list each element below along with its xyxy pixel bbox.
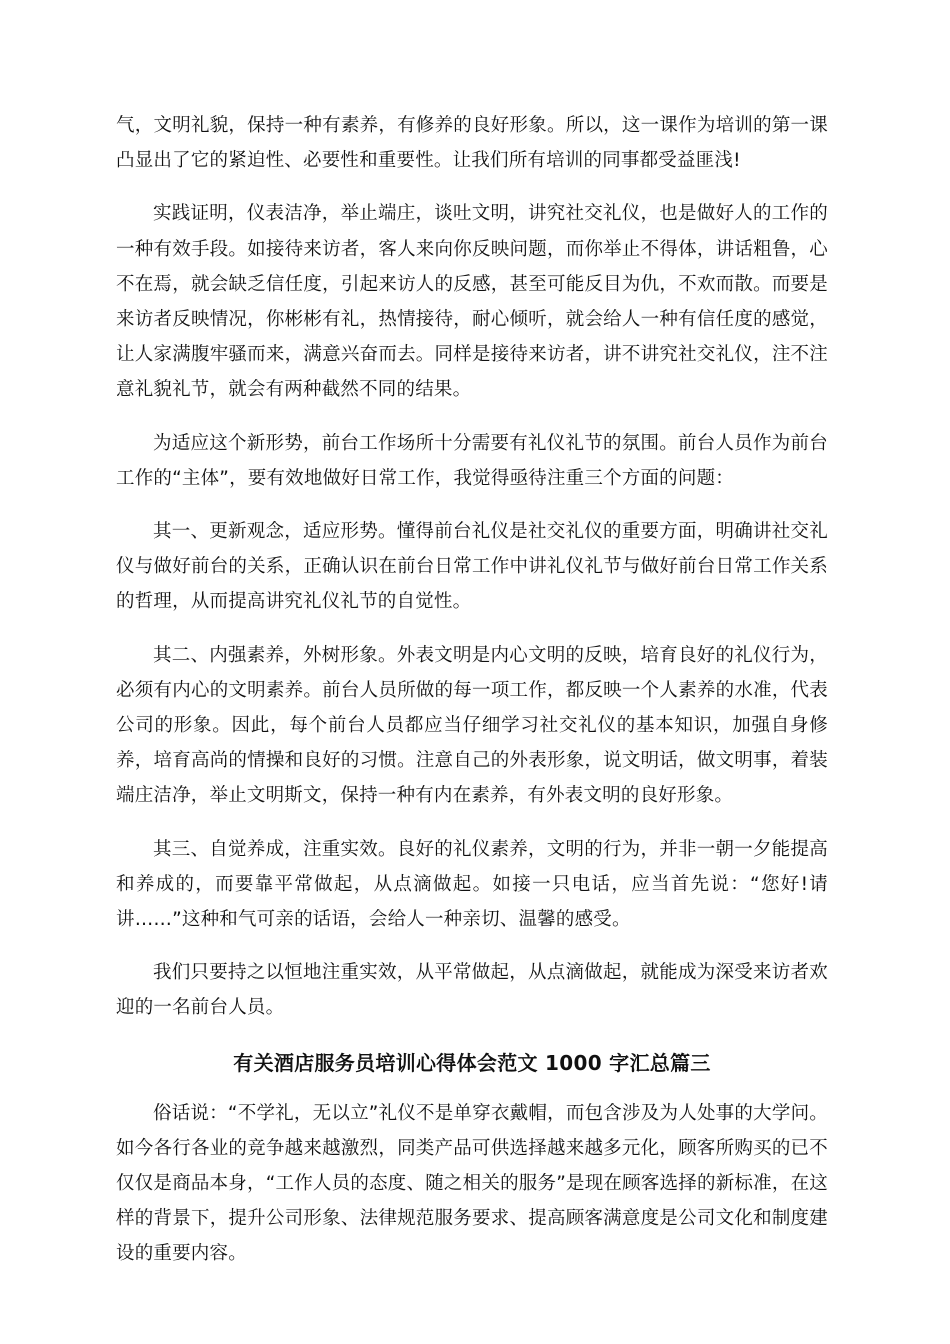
paragraph-proverb: 俗话说：“不学礼，无以立”礼仪不是单穿衣戴帽，而包含涉及为人处事的大学问。如今各行各业的竞争越来越激烈，同类产品可供选择越来越多元化，顾客所购买的已不仅仅是商品本身，“工作人员的态度、随之相关的服务”是现在顾客选择的新标准，在这样的背景下，提升公司形象、法律规范服务要求、提高顾客满意度是公司文化和制度建设的重要内容。: [116, 1102, 828, 1265]
paragraph-conclusion: 我们只要持之以恒地注重实效，从平常做起，从点滴做起，就能成为深受来访者欢迎的一名前台人员。: [116, 962, 828, 1019]
paragraph-continuation: 气，文明礼貌，保持一种有素养，有修养的良好形象。所以，这一课作为培训的第一课凸显出了它的紧迫性、必要性和重要性。让我们所有培训的同事都受益匪浅!: [116, 115, 828, 172]
document-page: [116, 108, 828, 1290]
paragraph-point-one: 其一、更新观念，适应形势。懂得前台礼仪是社交礼仪的重要方面，明确讲社交礼仪与做好前台的关系，正确认识在前台日常工作中讲礼仪礼节与做好前台日常工作关系的哲理，从而提高讲究礼仪礼节的自觉性。: [116, 521, 828, 613]
paragraph-point-two: 其二、内强素养，外树形象。外表文明是内心文明的反映，培育良好的礼仪行为，必须有内心的文明素养。前台人员所做的每一项工作，都反映一个人素养的水准，代表公司的形象。因此，每个前台人员都应当仔细学习社交礼仪的基本知识，加强自身修养，培育高尚的情操和良好的习惯。注意自己的外表形象，说文明话，做文明事，着装端庄洁净，举止文明斯文，保持一种有内在素养，有外表文明的良好形象。: [116, 644, 828, 807]
paragraph-etiquette-practice: 实践证明，仪表洁净，举止端庄，谈吐文明，讲究社交礼仪，也是做好人的工作的一种有效手段。如接待来访者，客人来向你反映问题，而你举止不得体，讲话粗鲁，心不在焉，就会缺乏信任度，引起来访人的反感，甚至可能反目为仇，不欢而散。而要是来访者反映情况，你彬彬有礼，热情接待，耐心倾听，就会给人一种有信任度的感觉，让人家满腹牢骚而来，满意兴奋而去。同样是接待来访者，讲不讲究社交礼仪，注不注意礼貌礼节，就会有两种截然不同的结果。: [116, 203, 828, 401]
paragraph-new-situation: 为适应这个新形势，前台工作场所十分需要有礼仪礼节的氛围。前台人员作为前台工作的“主体”，要有效地做好日常工作，我觉得亟待注重三个方面的问题：: [116, 432, 828, 489]
section-heading: 有关酒店服务员培训心得体会范文 1000 字汇总篇三: [233, 1050, 711, 1075]
paragraph-point-three: 其三、自觉养成，注重实效。良好的礼仪素养，文明的行为，并非一朝一夕能提高和养成的，而要靠平常做起，从点滴做起。如接一只电话，应当首先说：“您好!请讲……”这种和气可亲的话语，会给人一种亲切、温馨的感受。: [116, 838, 828, 931]
